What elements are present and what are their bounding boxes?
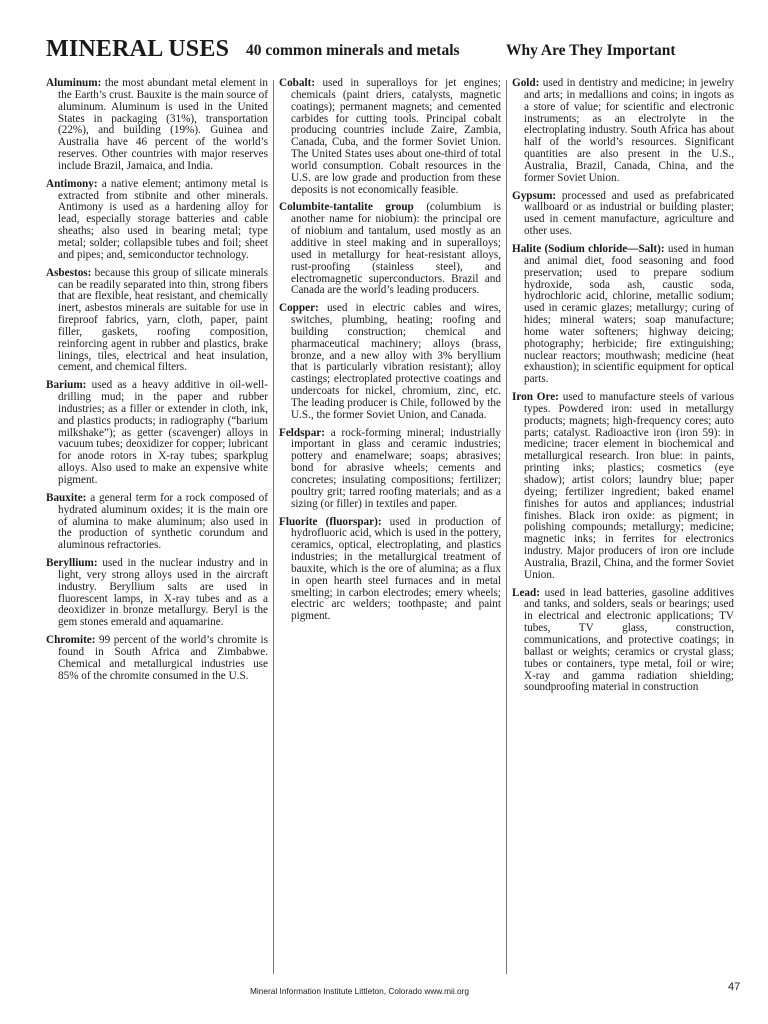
mineral-entry-cobalt xyxy=(279,78,501,196)
mineral-entry-lead xyxy=(512,588,734,695)
mineral-entry-beryllium xyxy=(46,558,268,629)
mineral-description: a native element; antimony metal is extracted from stibnite and other minerals. Antimony is used as a hardening alloy for lead, especially storage batteries and cable sheaths; also used in bearing metal; type metal; solder; collapsible tubes and foil; sheet and pipes; and, semiconductor technology. xyxy=(58,177,268,261)
mineral-term: Feldspar: xyxy=(279,426,325,439)
mineral-term: Chromite: xyxy=(46,634,96,647)
article-columns xyxy=(46,78,736,974)
mineral-term: Halite (Sodium chloride—Salt): xyxy=(512,242,665,255)
mineral-term: Fluorite (fluorspar): xyxy=(279,515,382,528)
mineral-term: Bauxite: xyxy=(46,491,87,504)
mineral-entry-columbite-tantalite xyxy=(279,202,501,297)
page-tagline: Why Are They Important xyxy=(506,42,676,59)
mineral-description: used in human and animal diet, food seasoning and food preservation; used to prepare sodium hydroxide, soda ash, caustic soda, hydrochloric acid, chlorine, metallic sodium; used in ceramic glazes; metallurgy; curing of hides; mineral waters; soap manufacture; home water softeners; highway deicing; photography; herbicide; fire extinguishing; nuclear reactors; mouthwash; medicine (heat exhaustion); in scientific equipment for optical parts. xyxy=(524,242,734,386)
mineral-entry-gypsum xyxy=(512,191,734,238)
mineral-term: Gypsum: xyxy=(512,189,557,202)
mineral-entry-fluorite xyxy=(279,517,501,624)
mineral-entry-gold xyxy=(512,78,734,185)
mineral-term: Columbite-tantalite group xyxy=(279,201,414,214)
mineral-description: because this group of silicate minerals can be readily separated into thin, strong fibers that are flexible, heat resistant, and chemically inert, asbestos minerals are suitable for use in fireproof fabrics, yarn, cloth, paper, paint filler, gaskets, roofing composition, reinforcing agent in rubber and plastics, brake linings, tiles, electrical and heat insulation, cement, and chemical filters. xyxy=(58,266,268,374)
mineral-entry-aluminum xyxy=(46,78,268,173)
mineral-term: Gold: xyxy=(512,78,540,89)
mineral-term: Aluminum: xyxy=(46,78,102,89)
page-footer xyxy=(0,981,768,1002)
mineral-term: Barium: xyxy=(46,379,87,392)
column-3 xyxy=(512,78,734,974)
mineral-entry-iron-ore xyxy=(512,392,734,582)
page-number: 47 xyxy=(728,981,741,993)
mineral-entry-antimony xyxy=(46,179,268,262)
mineral-description: used in superalloys for jet engines; chemicals (paint driers, catalysts, magnetic coatings); permanent magnets; and cemented carbides for cutting tools. Principal cobalt producing countries include Zaire, Zambia, Canada, Cuba, and the former Soviet Union. The United States uses about one-third of total world consumption. Cobalt resources in the U.S. are low grade and production from these deposits is not economically feasible. xyxy=(291,78,501,196)
mineral-description: the most abundant metal element in the Earth’s crust. Bauxite is the main source of aluminum. Aluminum is used in the United States in packaging (31%), transportation (22%), and building (19%). Guinea and Australia have 46 percent of the world’s reserves. Other countries with major reserves include Brazil, Jamaica, and India. xyxy=(58,78,268,172)
mineral-description: used in production of hydrofluoric acid, which is used in the pottery, ceramics, optical, electroplating, and plastics industries; in the metallurgical treatment of bauxite, which is the ore of alumina; as a flux in open hearth steel furnaces and in metal smelting; in carbon electrodes; emery wheels; electric arc welders; toothpaste; and paint pigment. xyxy=(291,515,501,623)
mineral-term: Beryllium: xyxy=(46,557,98,570)
mineral-entry-copper xyxy=(279,303,501,421)
mineral-description: used in dentistry and medicine; in jewelry and arts; in medallions and coins; in ingots as a store of value; for scientific and electronic instruments; as an electrolyte in the electroplating industry. South Africa has about half of the world’s resources. Significant quantities are also present in the U.S., Australia, Brazil, Canada, China, and the former Soviet Union. xyxy=(524,78,734,184)
mineral-description: used in lead batteries, gasoline additives and tanks, and solders, seals or bearings; used in electrical and electronic applications; TV tubes, TV glass, construction, communications, and protective coatings; in ballast or weights; ceramics or crystal glass; tubes or containers, type metal, foil or wire; X-ray and gamma radiation shielding; soundproofing material in construction xyxy=(524,586,734,694)
mineral-term: Copper: xyxy=(279,302,319,315)
page-header xyxy=(46,36,728,70)
mineral-description: a general term for a rock composed of hydrated aluminum oxides; it is the main ore of alumina to make aluminum; also used in the production of synthetic corundum and aluminous refractories. xyxy=(58,491,268,552)
column-2 xyxy=(279,78,501,974)
mineral-description: (columbium is another name for niobium): the principal ore of niobium and tantalum, used mostly as an additive in steel making and in superalloys; used in metallurgy for heat-resistant alloys, rust-proofing (stainless steel), and electromagnetic superconductors. Brazil and Canada are the world’s leading producers. xyxy=(291,201,501,297)
mineral-entry-chromite xyxy=(46,635,268,682)
mineral-term: Asbestos: xyxy=(46,266,92,279)
mineral-entry-halite xyxy=(512,244,734,386)
mineral-entry-barium xyxy=(46,380,268,487)
mineral-description: processed and used as prefabricated wallboard or as industrial or building plaster; used in cement manufacture, agriculture and other uses. xyxy=(524,189,734,238)
mineral-entry-asbestos xyxy=(46,268,268,375)
column-1 xyxy=(46,78,268,974)
mineral-term: Lead: xyxy=(512,586,540,599)
column-divider xyxy=(273,80,274,974)
mineral-term: Antimony: xyxy=(46,177,98,190)
page-title: MINERAL USES xyxy=(46,36,230,62)
mineral-description: used in electric cables and wires, switches, plumbing, heating; roofing and building construction; chemical and pharmaceutical machinery; alloys (brass, bronze, and a new alloy with 3% beryllium that is particularly vibration resistant); alloy castings; electroplated protective coatings and undercoats for nickel, chromium, zinc, etc. The leading producer is Chile, followed by the U.S., the former Soviet Union, and Canada. xyxy=(291,302,501,421)
mineral-description: a rock-forming mineral; industrially important in glass and ceramic industries; pottery and enamelware; soaps; abrasives; bond for abrasive wheels; cements and concretes; insulating compositions; fertilizer; poultry grit; tarred roofing materials; and as a sizing (or filler) in textiles and paper. xyxy=(291,426,501,510)
page-subtitle: 40 common minerals and metals xyxy=(246,42,460,59)
column-divider xyxy=(506,80,507,974)
mineral-description: 99 percent of the world’s chromite is found in South Africa and Zimbabwe. Chemical and metallurgical industries use 85% of the chromite consumed in the U.S. xyxy=(58,634,268,682)
mineral-term: Cobalt: xyxy=(279,78,316,89)
mineral-description: used as a heavy additive in oil-well-drilling mud; in the paper and rubber industries; as a filler or extender in cloth, ink, and plastics products; in radiography (“barium milkshake”); as getter (scavenger) alloys in vacuum tubes; deoxidizer for copper; lubricant for anode rotors in X-ray tubes; sparkplug alloys. Also used to make an expensive white pigment. xyxy=(58,379,268,486)
mineral-description: used in the nuclear industry and in light, very strong alloys used in the aircraft industry. Beryllium salts are used in fluorescent lamps, in X-ray tubes and as a deoxidizer in bronze metallurgy. Beryl is the gem stones emerald and aquamarine. xyxy=(58,557,268,629)
mineral-term: Iron Ore: xyxy=(512,391,559,404)
footer-publisher: Mineral Information Institute Littleton, Colorado www.mii.org xyxy=(250,986,470,996)
mineral-description: used to manufacture steels of various types. Powdered iron: used in metallurgy products; magnets; high-frequency cores; auto parts; catalyst. Radioactive iron (iron 59): in medicine; tracer element in biochemical and metallurgical research. Iron blue: in paints, printing inks; plastics; cosmetics (eye shadow); artist colors; laundry blue; paper dyeing; fertilizer ingredient; baked enamel finishes for autos and appliances; industrial finishes. Black iron oxide: as pigment; in polishing compounds; metallurgy; medicine; magnetic inks; in ferrites for electronics industry. Major producers of iron ore include Australia, Brazil, China, and the former Soviet Union. xyxy=(524,391,734,581)
mineral-entry-bauxite xyxy=(46,493,268,552)
mineral-entry-feldspar xyxy=(279,428,501,511)
